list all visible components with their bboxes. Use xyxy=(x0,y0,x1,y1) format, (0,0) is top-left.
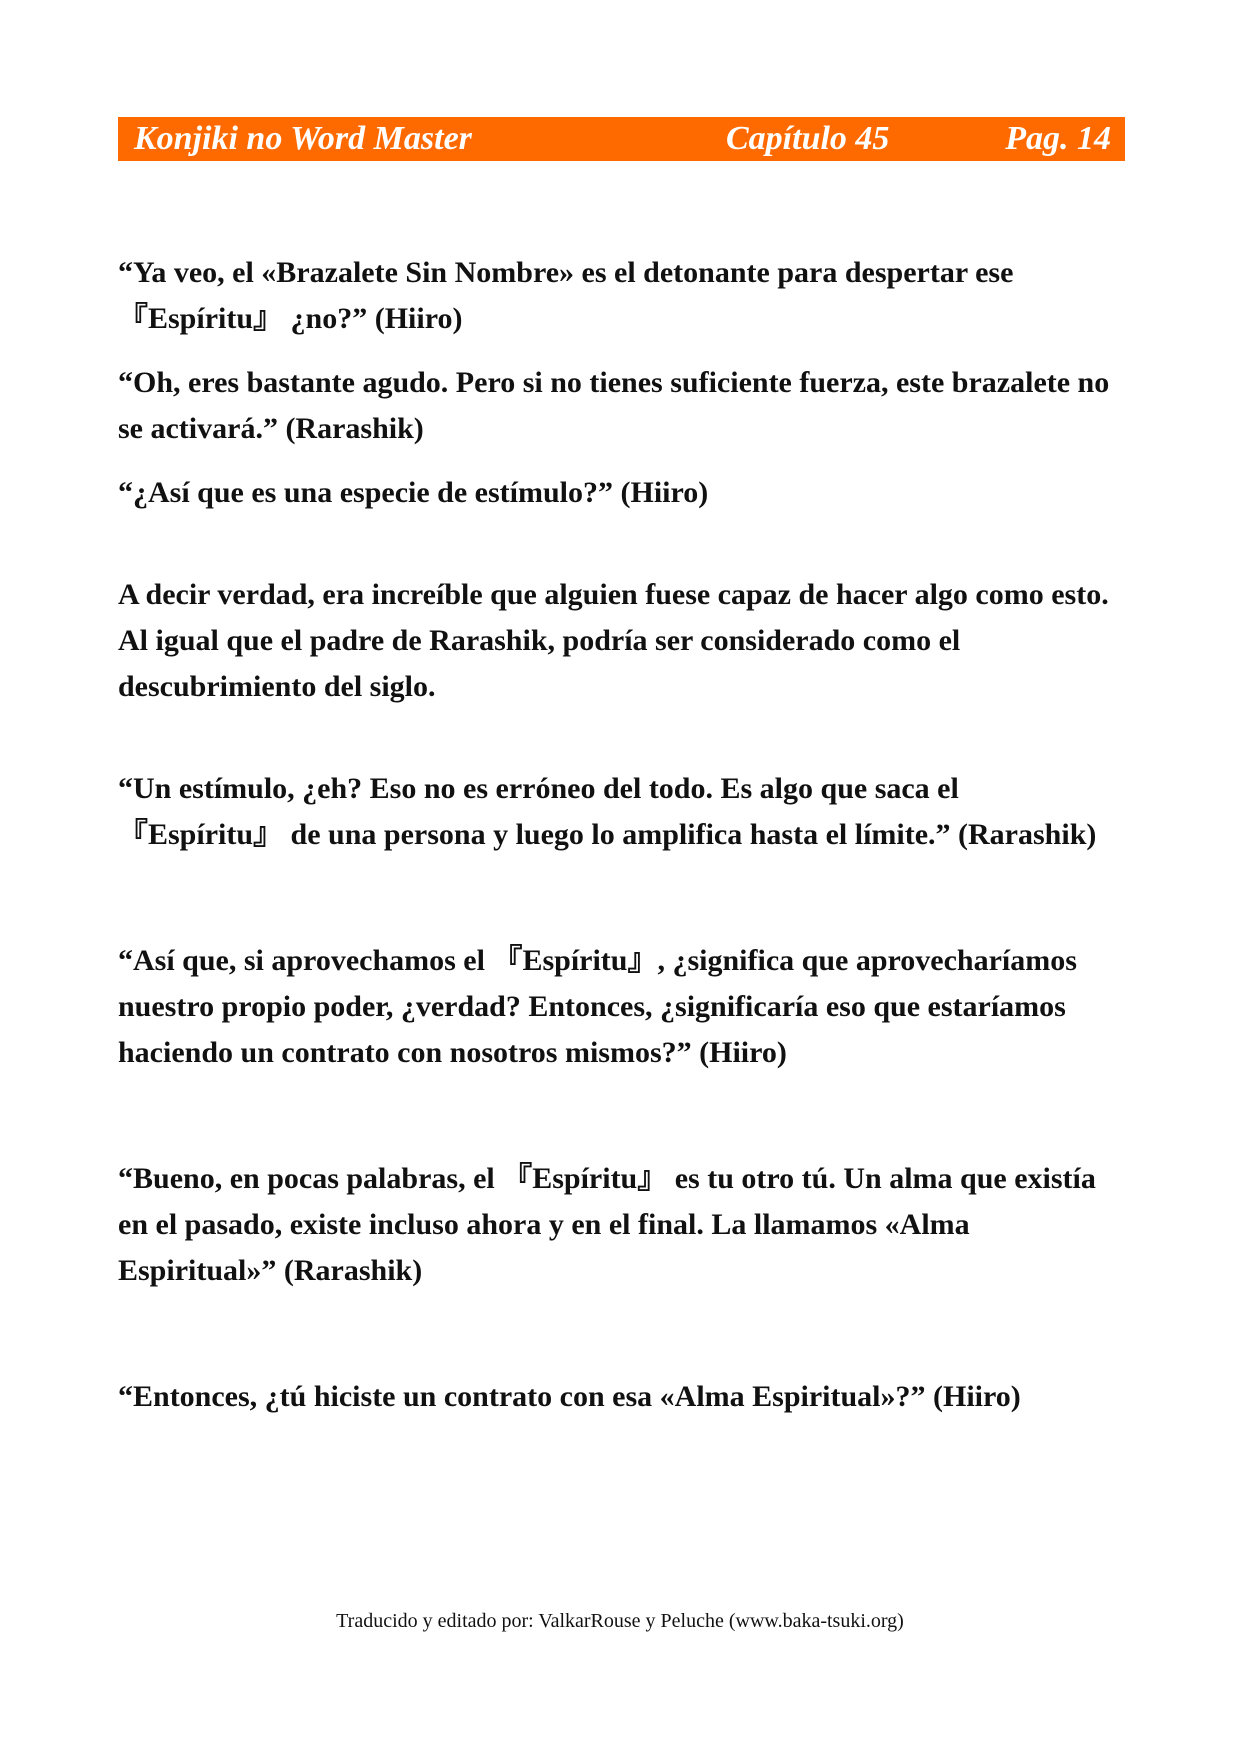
spacer xyxy=(118,452,1128,470)
chapter-label: Capítulo 45 xyxy=(726,120,890,157)
spacer xyxy=(118,710,1128,766)
paragraph-8: “Entonces, ¿tú hiciste un contrato con esa «Alma Espiritual»?” (Hiiro) xyxy=(118,1380,1021,1413)
paragraph-5: “Un estímulo, ¿eh? Eso no es erróneo del todo. Es algo que saca el 『Espíritu』 de una persona y luego lo amplifica hasta el límite.” (Rarashik) xyxy=(118,772,1097,851)
paragraph-3: “¿Así que es una especie de estímulo?” (Hiiro) xyxy=(118,476,709,509)
spacer xyxy=(118,858,1128,938)
spacer xyxy=(118,516,1128,572)
page-body xyxy=(118,250,1128,1420)
paragraph-4: A decir verdad, era increíble que alguien fuese capaz de hacer algo como esto. Al igual que el padre de Rarashik, podría ser considerado como el descubrimiento del siglo. xyxy=(118,578,1109,703)
paragraph-2: “Oh, eres bastante agudo. Pero si no tienes suficiente fuerza, este brazalete no se activará.” (Rarashik) xyxy=(118,366,1110,445)
translation-credit: Traducido y editado por: ValkarRouse y Peluche (www.baka-tsuki.org) xyxy=(336,1610,904,1632)
paragraph-1: “Ya veo, el «Brazalete Sin Nombre» es el detonante para despertar ese 『Espíritu』 ¿no?” (Hiiro) xyxy=(118,256,1014,335)
page-header xyxy=(118,117,1125,161)
page-footer xyxy=(0,1610,1240,1633)
novel-title: Konjiki no Word Master xyxy=(134,120,472,157)
paragraph-6: “Así que, si aprovechamos el 『Espíritu』, ¿significa que aprovecharíamos nuestro propio poder, ¿verdad? Entonces, ¿significaría eso que estaríamos haciendo un contrato con nosotros mismos?” (Hiiro) xyxy=(118,944,1077,1069)
spacer xyxy=(118,1294,1128,1374)
spacer xyxy=(118,342,1128,360)
page-number: Pag. 14 xyxy=(1005,120,1111,157)
spacer xyxy=(118,1076,1128,1156)
paragraph-7: “Bueno, en pocas palabras, el 『Espíritu』 es tu otro tú. Un alma que existía en el pasado, existe incluso ahora y en el final. La llamamos «Alma Espiritual»” (Rarashik) xyxy=(118,1162,1096,1287)
